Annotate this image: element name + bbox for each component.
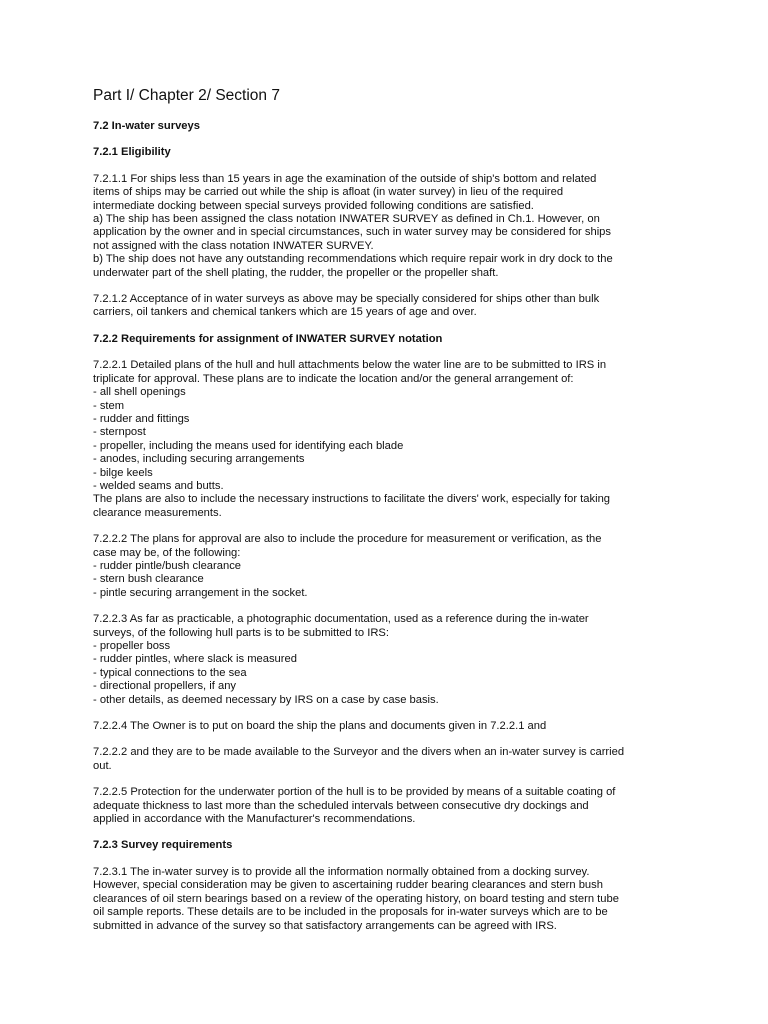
document-page [93, 86, 673, 946]
text-line: out. [93, 759, 112, 772]
text-line: However, special consideration may be given to ascertaining rudder bearing clearances and stern bush [93, 879, 603, 892]
text-line: items of ships may be carried out while the ship is afloat (in water survey) in lieu of the required [93, 186, 564, 199]
text-line: - sternpost [93, 426, 146, 439]
text-line: 7.2.3.1 The in-water survey is to provide all the information normally obtained from a docking survey. [93, 865, 590, 878]
text-line: b) The ship does not have any outstanding recommendations which require repair work in dry dock to the [93, 253, 613, 266]
text-line: 7.2.2.5 Protection for the underwater portion of the hull is to be provided by means of a suitable coating of [93, 786, 616, 799]
text-line: not assigned with the class notation INWATER SURVEY. [93, 239, 374, 252]
text-line: - stern bush clearance [93, 573, 204, 586]
text-line: - other details, as deemed necessary by IRS on a case by case basis. [93, 693, 439, 706]
text-line: - welded seams and butts. [93, 479, 224, 492]
text-line: case may be, of the following: [93, 546, 241, 559]
heading-7-2-2: 7.2.2 Requirements for assignment of INWATER SURVEY notation [93, 332, 443, 345]
text-line: 7.2.2.4 The Owner is to put on board the ship the plans and documents given in 7.2.2.1 and [93, 720, 547, 733]
text-line: - pintle securing arrangement in the socket. [93, 586, 308, 599]
text-line: carriers, oil tankers and chemical tankers which are 15 years of age and over. [93, 306, 477, 319]
text-line: - propeller, including the means used for identifying each blade [93, 439, 404, 452]
text-line: 7.2.2.3 As far as practicable, a photographic documentation, used as a reference during the in-water [93, 613, 589, 626]
paragraph-7-2-2-2 [93, 533, 673, 600]
text-line: - bilge keels [93, 466, 153, 479]
paragraph-7-2-3-1 [93, 866, 673, 933]
text-line: a) The ship has been assigned the class notation INWATER SURVEY as defined in Ch.1. However, on [93, 213, 600, 226]
text-line: 7.2.2.1 Detailed plans of the hull and hull attachments below the water line are to be submitted to IRS in [93, 359, 607, 372]
text-line: applied in accordance with the Manufacturer's recommendations. [93, 813, 416, 826]
text-line: clearance measurements. [93, 506, 222, 519]
text-line: triplicate for approval. These plans are to indicate the location and/or the general arrangement of: [93, 372, 574, 385]
text-line: 7.2.2.2 The plans for approval are also to include the procedure for measurement or verification, as the [93, 533, 602, 546]
text-line: - all shell openings [93, 386, 186, 399]
text-line: The plans are also to include the necessary instructions to facilitate the divers' work, especially for taking [93, 493, 611, 506]
paragraph-7-2-2-5 [93, 786, 673, 826]
text-line: - directional propellers, if any [93, 680, 237, 693]
text-line: 7.2.2.2 and they are to be made available to the Surveyor and the divers when an in-water survey is carried [93, 746, 625, 759]
paragraph-7-2-2-3 [93, 613, 673, 707]
text-line: submitted in advance of the survey so that satisfactory arrangements can be agreed with IRS. [93, 919, 557, 932]
text-line: - rudder pintles, where slack is measured [93, 653, 297, 666]
text-line: - anodes, including securing arrangements [93, 453, 305, 466]
page-title: Part I/ Chapter 2/ Section 7 [93, 87, 280, 104]
text-line: - rudder pintle/bush clearance [93, 559, 242, 572]
text-line: - typical connections to the sea [93, 666, 247, 679]
paragraph-7-2-1-1 [93, 173, 673, 280]
text-line: - rudder and fittings [93, 412, 190, 425]
text-line: - stem [93, 399, 125, 412]
paragraph-7-2-2-4 [93, 720, 673, 733]
text-line: underwater part of the shell plating, the rudder, the propeller or the propeller shaft. [93, 266, 499, 279]
text-line: 7.2.1.2 Acceptance of in water surveys as above may be specially considered for ships other than bulk [93, 293, 600, 306]
text-line: application by the owner and in special circumstances, such in water survey may be considered for ships [93, 226, 611, 239]
paragraph-7-2-2-4-cont [93, 746, 673, 773]
text-line: intermediate docking between special surveys provided following conditions are satisfied. [93, 199, 534, 212]
text-line: 7.2.1.1 For ships less than 15 years in age the examination of the outside of ship's bottom and related [93, 172, 597, 185]
text-line: adequate thickness to last more than the scheduled intervals between consecutive dry dockings and [93, 799, 589, 812]
heading-7-2-1: 7.2.1 Eligibility [93, 146, 171, 159]
heading-7-2: 7.2 In-water surveys [93, 120, 200, 132]
text-line: surveys, of the following hull parts is to be submitted to IRS: [93, 626, 389, 639]
paragraph-7-2-2-1 [93, 359, 673, 520]
text-line: oil sample reports. These details are to be included in the proposals for in-water surveys which are to be [93, 906, 608, 919]
paragraph-7-2-1-2 [93, 293, 673, 320]
text-line: - propeller boss [93, 640, 171, 652]
text-line: clearances of oil stern bearings based on a review of the operating history, on board testing and stern tube [93, 892, 619, 905]
heading-7-2-3: 7.2.3 Survey requirements [93, 839, 233, 852]
